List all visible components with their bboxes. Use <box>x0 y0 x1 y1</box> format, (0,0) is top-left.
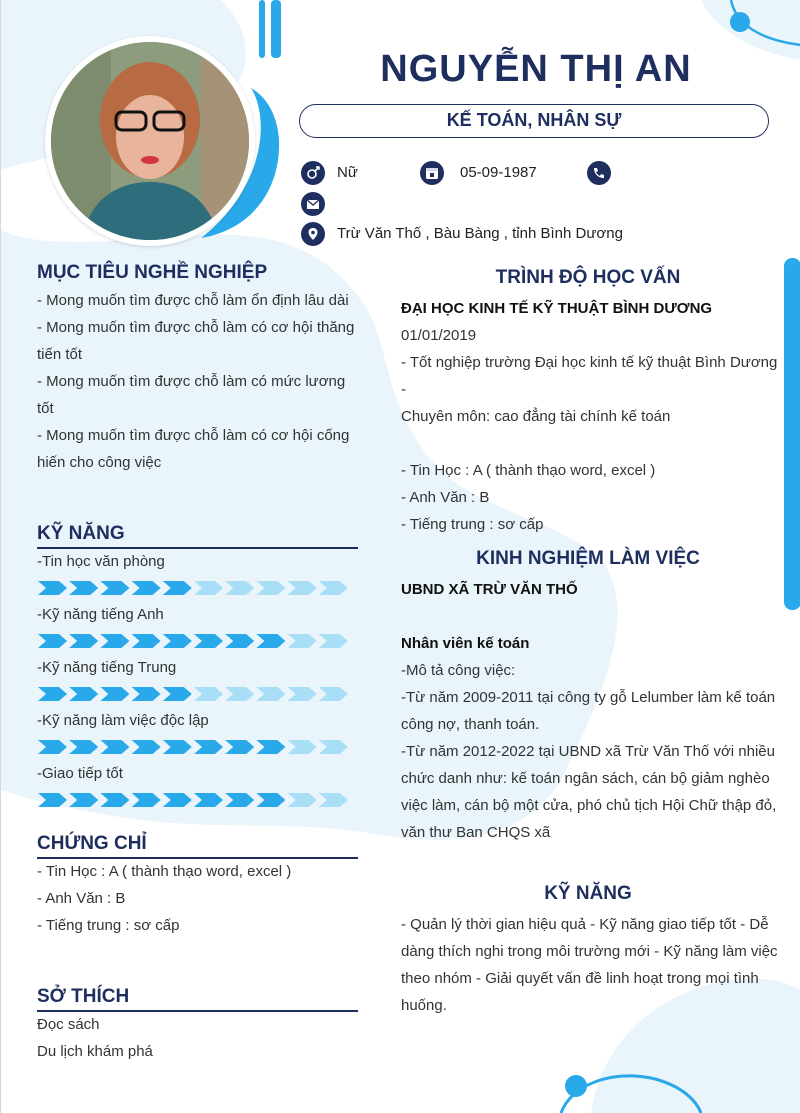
skill-rating-bar <box>37 580 357 596</box>
objective-line: - Mong muốn tìm được chỗ làm có cơ hội thăng <box>37 319 355 336</box>
profile-photo <box>45 36 255 246</box>
birth-date-value: 05-09-1987 <box>460 164 537 181</box>
rating-chevron-filled <box>163 634 192 648</box>
rating-chevron-filled <box>69 634 98 648</box>
education-title: TRÌNH ĐỘ HỌC VẤN <box>495 267 681 288</box>
rating-chevron-filled <box>100 740 129 754</box>
rating-chevron-filled <box>69 581 98 595</box>
bg-dot-bottom <box>565 1075 587 1097</box>
rating-chevron-empty <box>288 581 317 595</box>
rating-chevron-filled <box>38 793 67 807</box>
bg-bar-top-1 <box>259 0 265 58</box>
rating-chevron-filled <box>132 793 161 807</box>
rating-chevron-filled <box>163 793 192 807</box>
education-line: - Tin Học : A ( thành thạo word, excel ) <box>401 462 656 479</box>
rating-chevron-filled <box>38 634 67 648</box>
skill-rating-bar <box>37 792 357 808</box>
rating-chevron-empty <box>225 581 254 595</box>
skills-right-line: huống. <box>401 997 447 1014</box>
education-line <box>401 430 781 457</box>
rating-chevron-filled <box>69 793 98 807</box>
bg-dot-topright <box>730 12 750 32</box>
rating-chevron-filled <box>100 581 129 595</box>
rating-chevron-empty <box>319 740 348 754</box>
rating-chevron-empty <box>288 687 317 701</box>
experience-position: Nhân viên kế toán <box>401 635 530 652</box>
rating-chevron-filled <box>256 793 285 807</box>
rating-chevron-filled <box>163 581 192 595</box>
rating-chevron-empty <box>256 581 285 595</box>
candidate-name: NGUYỄN THỊ AN <box>380 48 692 90</box>
rating-chevron-empty <box>225 687 254 701</box>
rating-chevron-filled <box>194 634 223 648</box>
rating-chevron-filled <box>69 687 98 701</box>
rating-chevron-filled <box>163 687 192 701</box>
rating-chevron-filled <box>132 687 161 701</box>
skills-left-title: KỸ NĂNG <box>37 523 125 544</box>
rating-chevron-empty <box>194 687 223 701</box>
rating-chevron-filled <box>225 740 254 754</box>
location-icon <box>301 222 325 246</box>
rating-chevron-filled <box>38 581 67 595</box>
experience-line: việc làm, cán bộ một cửa, phó chủ tịch Hội Chữ thập đỏ, <box>401 797 777 814</box>
skills-right-line: theo nhóm - Giải quyết vấn đề linh hoạt trong mọi tình <box>401 970 759 987</box>
objective-line: - Mong muốn tìm được chỗ làm ổn định lâu dài <box>37 292 349 309</box>
rating-chevron-filled <box>256 740 285 754</box>
skill-rating-bar <box>37 686 357 702</box>
rating-chevron-filled <box>38 740 67 754</box>
certificate-line: - Tin Học : A ( thành thạo word, excel ) <box>37 863 292 880</box>
skills-right-line: - Quản lý thời gian hiệu quả - Kỹ năng giao tiếp tốt - Dễ <box>401 916 769 933</box>
education-line: - Anh Văn : B <box>401 489 490 506</box>
hobbies-title: SỞ THÍCH <box>37 986 130 1007</box>
education-school: ĐẠI HỌC KINH TẾ KỸ THUẬT BÌNH DƯƠNG <box>401 300 713 317</box>
rating-chevron-empty <box>288 634 317 648</box>
rating-chevron-filled <box>256 634 285 648</box>
rating-chevron-filled <box>38 687 67 701</box>
education-line: Chuyên môn: cao đẳng tài chính kế toán <box>401 408 671 425</box>
experience-line: công nợ, thanh toán. <box>401 716 540 733</box>
person-silhouette <box>51 42 249 240</box>
certificate-line: - Tiếng trung : sơ cấp <box>37 917 180 934</box>
skill-label: -Giao tiếp tốt <box>37 765 123 782</box>
rating-chevron-empty <box>194 581 223 595</box>
experience-line: -Từ năm 2012-2022 tại UBND xã Trừ Văn Thố với nhiều <box>401 743 775 760</box>
experience-body <box>401 657 781 846</box>
skill-label: -Kỹ năng tiếng Trung <box>37 659 177 676</box>
objective-title: MỤC TIÊU NGHỀ NGHIỆP <box>37 262 268 283</box>
bg-bar-top-2 <box>271 0 281 58</box>
calendar-icon <box>420 161 444 185</box>
rating-chevron-filled <box>194 740 223 754</box>
hobbies-body <box>37 1011 359 1065</box>
experience-line: -Mô tả công việc: <box>401 662 516 679</box>
skills-right-body <box>401 911 781 1019</box>
rating-chevron-filled <box>225 634 254 648</box>
skills-right-line: dàng thích nghi trong môi trường mới - Kỹ năng làm việc <box>401 943 778 960</box>
bg-bar-right <box>784 258 800 610</box>
rating-chevron-filled <box>100 687 129 701</box>
rating-chevron-empty <box>256 687 285 701</box>
rating-chevron-filled <box>132 634 161 648</box>
address-value: Trừ Văn Thố , Bàu Bàng , tỉnh Bình Dương <box>337 225 623 242</box>
experience-title: KINH NGHIỆM LÀM VIỆC <box>476 548 700 569</box>
certificates-body <box>37 858 359 939</box>
experience-company: UBND XÃ TRỪ VĂN THỐ <box>401 581 578 598</box>
objective-line: - Mong muốn tìm được chỗ làm có cơ hội cống <box>37 427 350 444</box>
certificates-title: CHỨNG CHỈ <box>37 833 147 854</box>
rating-chevron-filled <box>100 793 129 807</box>
experience-line: chức danh như: kế toán ngân sách, cán bộ giảm nghèo <box>401 770 770 787</box>
rating-chevron-filled <box>163 740 192 754</box>
experience-line: -Từ năm 2009-2011 tại công ty gỗ Lelumber làm kế toán <box>401 689 776 706</box>
rating-chevron-filled <box>225 793 254 807</box>
rating-chevron-filled <box>100 634 129 648</box>
experience-line: văn thư Ban CHQS xã <box>401 824 551 841</box>
skill-label: -Tin học văn phòng <box>37 553 165 570</box>
objective-line: - Mong muốn tìm được chỗ làm có mức lương <box>37 373 346 390</box>
skill-rating-bar <box>37 633 357 649</box>
rating-chevron-filled <box>194 793 223 807</box>
avatar <box>51 42 249 240</box>
email-icon <box>301 192 325 216</box>
skills-right-title: KỸ NĂNG <box>544 883 632 904</box>
objective-line: hiến cho công việc <box>37 454 162 471</box>
rating-chevron-empty <box>288 740 317 754</box>
gender-value: Nữ <box>337 164 358 181</box>
gender-icon <box>301 161 325 185</box>
job-title: KẾ TOÁN, NHÂN SỰ <box>299 104 769 138</box>
hobby-line: Đọc sách <box>37 1016 100 1033</box>
rating-chevron-empty <box>319 687 348 701</box>
hobby-line: Du lịch khám phá <box>37 1043 153 1060</box>
rating-chevron-empty <box>319 634 348 648</box>
phone-icon <box>587 161 611 185</box>
rating-chevron-empty <box>288 793 317 807</box>
rating-chevron-filled <box>132 581 161 595</box>
skill-label: -Kỹ năng làm việc độc lập <box>37 712 209 729</box>
skill-label: -Kỹ năng tiếng Anh <box>37 606 164 623</box>
objective-body <box>37 287 359 476</box>
certificate-line: - Anh Văn : B <box>37 890 126 907</box>
rating-chevron-filled <box>69 740 98 754</box>
skill-rating-bar <box>37 739 357 755</box>
objective-line: tiến tốt <box>37 346 83 363</box>
education-body <box>401 322 781 538</box>
objective-line: tốt <box>37 400 54 417</box>
rating-chevron-empty <box>319 581 348 595</box>
education-line: - Tiếng trung : sơ cấp <box>401 516 544 533</box>
rating-chevron-filled <box>132 740 161 754</box>
education-line: - Tốt nghiệp trường Đại học kinh tế kỹ thuật Bình Dương - <box>401 354 778 398</box>
education-date: 01/01/2019 <box>401 327 477 344</box>
rating-chevron-empty <box>319 793 348 807</box>
